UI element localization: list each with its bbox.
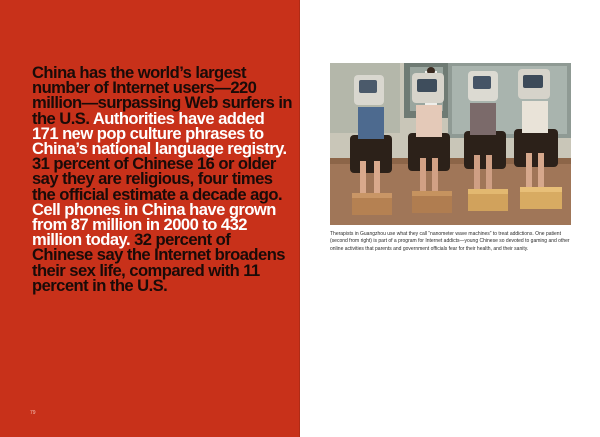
photo-caption: Therapists in Guangzhou use what they call “nanometer wave machines” to treat addictions. One patient (second from right) is part of a program for Internet addicts—young Chinese so devoted to gaming and other online activities that parents and government officials fear for their health, and their sanity. xyxy=(330,231,570,252)
page-number: 79 xyxy=(30,410,36,416)
headline-segment-1: China has the world’s largest number of Internet users—220 million—surpassing Web surfers in the U.S. xyxy=(32,63,293,128)
right-page xyxy=(300,0,600,437)
headline-segment-4: Cell phones in China have grown from 87 million in 2000 to 432 million today. xyxy=(32,199,276,250)
headline-segment-3: 31 percent of Chinese 16 or older say they are religious, four times the official estimate a decade ago. xyxy=(32,154,283,204)
therapy-photo xyxy=(330,63,571,225)
headline-segment-5: 32 percent of Chinese say the Internet broadens their sex life, compared with 11 percent in the U.S. xyxy=(32,230,285,295)
headline xyxy=(32,65,292,293)
headline-segment-2: Authorities have added 171 new pop culture phrases to China’s national language registry. xyxy=(32,108,287,159)
